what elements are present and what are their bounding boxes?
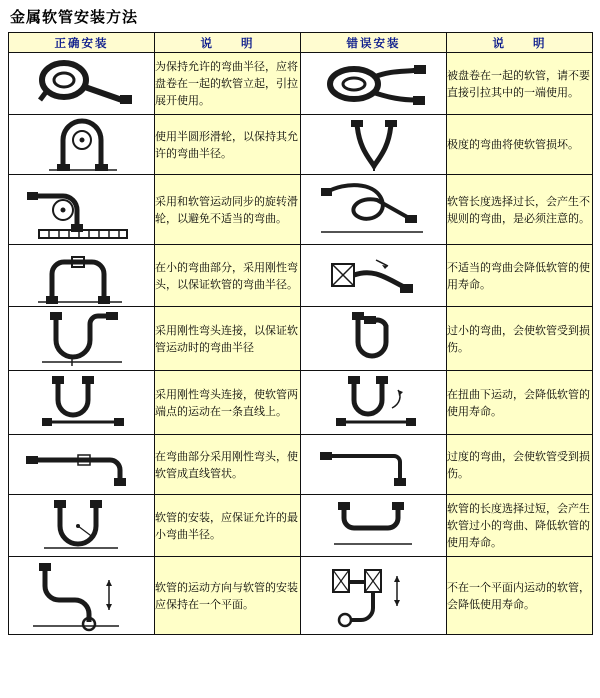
- rotating-pulley-chain-icon: [9, 175, 155, 245]
- description-correct: 为保持允许的弯曲半径，应将盘卷在一起的软管立起，引拉展开使用。: [155, 53, 301, 115]
- description-correct: 软管的运动方向与软管的安装应保持在一个平面。: [155, 557, 301, 635]
- twist-bend-motion-icon: [301, 371, 447, 435]
- column-header-correct-install: 正确安装: [9, 33, 155, 53]
- out-of-plane-motion-icon: [301, 557, 447, 635]
- straight-pipe-elbow-svg: [18, 440, 146, 490]
- description-wrong: 软管长度选择过长，会产生不规则的弯曲，是必须注意的。: [447, 175, 593, 245]
- description-wrong: 在扭曲下运动，会降低软管的使用寿命。: [447, 371, 593, 435]
- table-row: [9, 307, 593, 371]
- min-bend-radius-u-icon: [9, 495, 155, 557]
- description-wrong: 过小的弯曲，会使软管受到损伤。: [447, 307, 593, 371]
- hose-installation-table: [8, 32, 593, 635]
- straight-pipe-elbow-icon: [9, 435, 155, 495]
- too-small-bend-icon: [301, 307, 447, 371]
- table-row: [9, 175, 593, 245]
- table-row: [9, 53, 593, 115]
- table-row: [9, 371, 593, 435]
- description-correct: 采用刚性弯头连接，以保证软管运动时的弯曲半径: [155, 307, 301, 371]
- out-of-plane-motion-svg: [311, 560, 437, 632]
- semicircular-pulley-svg: [27, 118, 137, 172]
- rigid-elbow-straight-motion-icon: [9, 371, 155, 435]
- column-header-wrong-desc: 说 明: [447, 33, 593, 53]
- rigid-elbow-straight-motion-svg: [22, 374, 142, 432]
- sharp-bend-hose-svg: [319, 118, 429, 172]
- excessive-bend-svg: [310, 440, 438, 490]
- description-wrong: 软管的长度选择过短，会产生软管过小的弯曲、降低软管的使用寿命。: [447, 495, 593, 557]
- too-small-bend-svg: [314, 310, 434, 368]
- long-slack-hose-svg: [311, 178, 437, 242]
- description-correct: 在小的弯曲部分，采用刚性弯头，以保证软管的弯曲半径。: [155, 245, 301, 307]
- rigid-elbow-u-bend-svg: [22, 310, 142, 368]
- rigid-elbow-u-bend-icon: [9, 307, 155, 371]
- column-header-wrong-install: 错误安装: [301, 33, 447, 53]
- table-row: [9, 435, 593, 495]
- rigid-elbow-small-bend-svg: [22, 248, 142, 304]
- coiled-hose-flat-icon: [9, 53, 155, 115]
- description-wrong: 极度的弯曲将使软管损坏。: [447, 115, 593, 175]
- tangled-coiled-hose-icon: [301, 53, 447, 115]
- description-wrong: 不在一个平面内运动的软管，会降低使用寿命。: [447, 557, 593, 635]
- description-correct: 使用半圆形滑轮，以保持其允许的弯曲半径。: [155, 115, 301, 175]
- same-plane-motion-icon: [9, 557, 155, 635]
- rigid-elbow-small-bend-icon: [9, 245, 155, 307]
- table-row: [9, 115, 593, 175]
- table-header-row: [9, 33, 593, 53]
- description-correct: 软管的安装，应保证允许的最小弯曲半径。: [155, 495, 301, 557]
- improper-bend-block-icon: [301, 245, 447, 307]
- sharp-bend-hose-icon: [301, 115, 447, 175]
- same-plane-motion-svg: [19, 560, 145, 632]
- too-long-hose-small-bend-svg: [314, 498, 434, 554]
- tangled-coiled-hose-svg: [314, 56, 434, 112]
- description-correct: 在弯曲部分采用刚性弯头，使软管成直线管状。: [155, 435, 301, 495]
- description-correct: 采用和软管运动同步的旋转滑轮，以避免不适当的弯曲。: [155, 175, 301, 245]
- table-row: [9, 495, 593, 557]
- long-slack-hose-icon: [301, 175, 447, 245]
- improper-bend-block-svg: [314, 248, 434, 304]
- column-header-correct-desc: 说 明: [155, 33, 301, 53]
- twist-bend-motion-svg: [314, 374, 434, 432]
- table-row: [9, 557, 593, 635]
- description-wrong: 被盘卷在一起的软管，请不要直接引拉其中的一端使用。: [447, 53, 593, 115]
- too-long-hose-small-bend-icon: [301, 495, 447, 557]
- min-bend-radius-u-svg: [22, 498, 142, 554]
- coiled-hose-flat-svg: [22, 56, 142, 112]
- description-wrong: 过度的弯曲，会使软管受到损伤。: [447, 435, 593, 495]
- rotating-pulley-chain-svg: [19, 178, 145, 242]
- page-title: 金属软管安装方法: [10, 8, 139, 26]
- excessive-bend-icon: [301, 435, 447, 495]
- table-row: [9, 245, 593, 307]
- description-correct: 采用刚性弯头连接，使软管两端点的运动在一条直线上。: [155, 371, 301, 435]
- semicircular-pulley-hose-icon: [9, 115, 155, 175]
- description-wrong: 不适当的弯曲会降低软管的使用寿命。: [447, 245, 593, 307]
